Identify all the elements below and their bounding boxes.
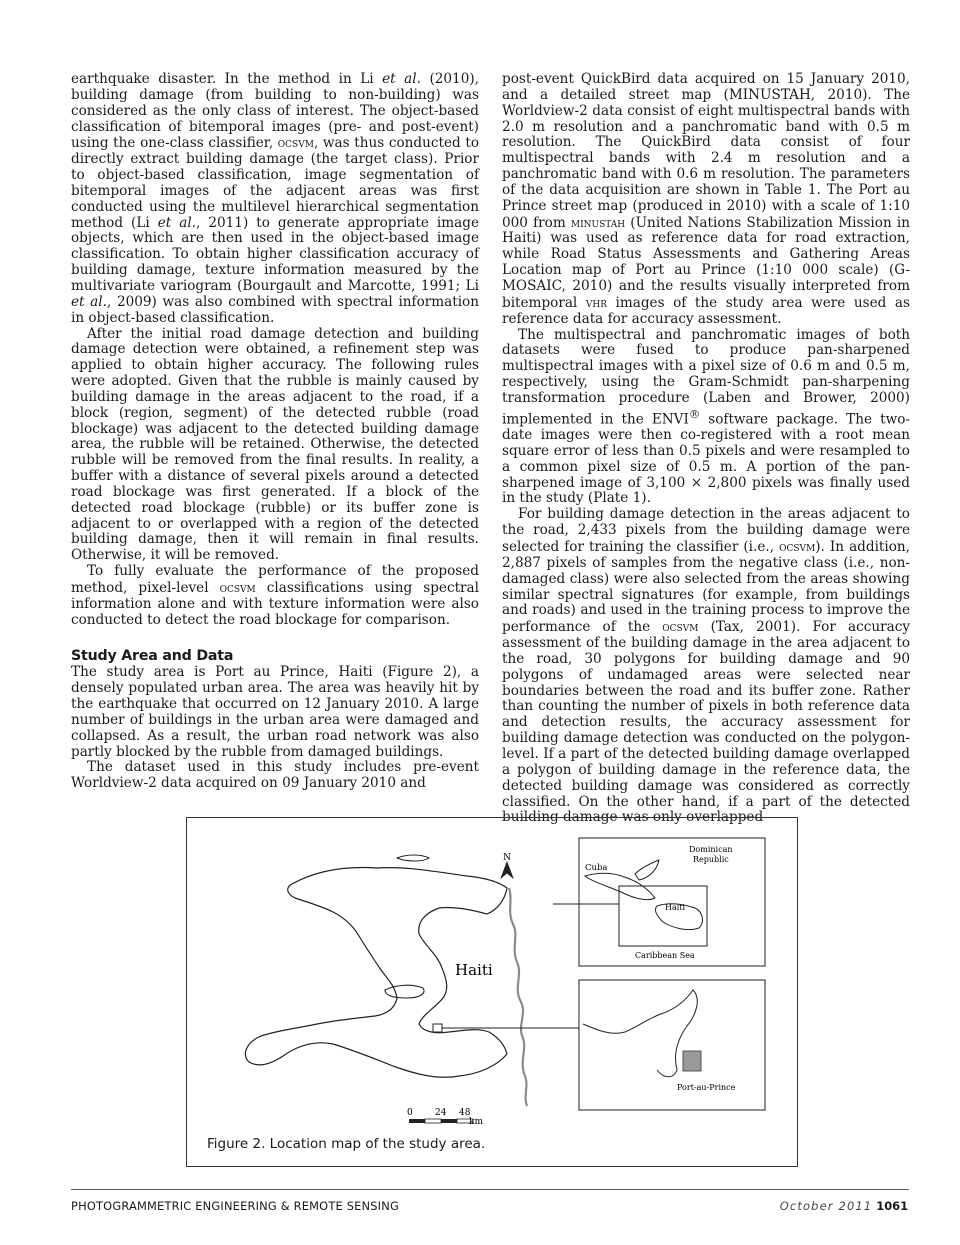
paragraph-refinement-step: After the initial road damage detection and building damage detection were obtained, a refinement step was applied to obtain higher accuracy. The following rules were adopted. Given that the rubble is mainly caused by building damage in the areas adjacent to the road, if a block (region, segment) of the detected rubble (road blockage) was adjacent to the detected building damage area, the rubble will be retained. Otherwise, the detected rubble will be removed from the final results. In reality, a buffer with a distance of several pixels around a detected road blockage was first generated. If a block of the detected road blockage (rubble) or its buffer zone is adjacent to or overlapped with a region of the detected building damage, then it will remain in final results. Otherwise, it will be removed. [71,325,479,564]
journal-name: PHOTOGRAMMETRIC ENGINEERING & REMOTE SENSING [71,1199,399,1213]
paragraph-earthquake-method: earthquake disaster. In the method in Li et al. (2010), building damage (from building to non-building) was considered as the only class of interest. The object-based classification of bitemporal images (pre- and post-event) using the one-class classifier, ocsvm, was thus conducted to directly extract building damage (the target class). Prior to object-based classification, image segmentation of bitemporal images of the adjacent areas was first conducted using the multilevel hierarchical segmentation method (Li et al., 2011) to generate appropriate image objects, which are then used in the object-based image classification. To obtain higher classification accuracy of building damage, texture information measured by the multivariate variogram (Bourgault and Marcotte, 1991; Li et al., 2009) was also combined with spectral information in object-based classification. [71,71,480,326]
tortuga-island [397,855,429,861]
svg-text:24: 24 [435,1108,447,1118]
inset-caribbean [553,838,765,966]
svg-text:km: km [469,1117,483,1127]
scale-bar [407,1108,483,1127]
dominican-label-2: Republic [693,855,729,864]
footer-rule [71,1189,909,1190]
port-au-prince-label: Port-au-Prince [677,1083,736,1092]
caribbean-sea-label: Caribbean Sea [635,951,695,960]
paragraph-dataset: The dataset used in this study includes pre-event Worldview-2 data acquired on 09 January 2010 and [71,759,479,792]
paragraph-study-area: The study area is Port au Prince, Haiti (Figure 2), a densely populated urban area. The area was heavily hit by the earthquake that occurred on 12 January 2010. A large number of buildings in the urban area were damaged and collapsed. As a result, the urban road network was also partly blocked by the rubble from damaged buildings. [71,664,479,760]
paragraph-pan-sharpening: The multispectral and panchromatic images of both datasets were fused to produce pan-sharpened multispectral images with a pixel size of 0.6 m and 0.5 m, respectively, using the Gram-Schmidt pan-sharpening transformation procedure (Laben and Brower, 2000) implemented in the ENVI® software package. The two-date images were then co-registered with a root mean square error of less than 0.5 pixels and were resampled to a common pixel size of 0.5 m. A portion of the pan-sharpened image of 3,100 × 2,800 pixels was finally used in the study (Plate 1). [502,326,910,507]
dominican-label-1: Dominican [689,845,733,854]
paragraph-building-damage-detection: For building damage detection in the areas adjacent to the road, 2,433 pixels from the building damage were selected for training the classifier (i.e., ocsvm). In addition, 2,887 pixels of samples from the negative class (i.e., non-damaged class) were also selected from the areas showing similar spectral signatures (for example, from buildings and roads) and used in the training process to improve the performance of the ocsvm (Tax, 2001). For accuracy assessment of the building damage in the area adjacent to the road, 30 polygons for building damage and 90 polygons of undamaged areas were selected near boundaries between the road and its buffer zone. Rather than counting the number of pixels in both reference data and detection results, the accuracy assessment for building damage detection was conducted on the polygon-level. If a part of the detected building damage overlapped a polygon of building damage in the reference data, the detected building damage was considered as correctly classified. On the other hand, if a part of the detected building damage was only overlapped [502,506,910,826]
figure-location-map [186,817,798,1167]
paragraph-evaluation: To fully evaluate the performance of the proposed method, pixel-level ocsvm classifications using spectral information alone and with texture information were also conducted to detect the road blockage for comparison. [71,563,480,628]
location-map-graphic [187,818,796,1165]
left-column [71,72,479,792]
page-number: 1061 [876,1199,908,1213]
page-info [780,1199,908,1213]
svg-text:N: N [503,853,511,863]
study-area-marker [433,1024,442,1032]
haiti-inset-label: Haiti [665,903,686,912]
cuba-label: Cuba [585,863,608,873]
north-arrow-icon [501,853,513,878]
paragraph-data-description: post-event QuickBird data acquired on 15 January 2010, and a detailed street map (MINUSTAH, 2010). The Worldview-2 data consist of eight multispectral bands with 2.0 m resolution and a panchromatic band with 0.5 m resolution. The QuickBird data consist of four multispectral bands with 2.4 m resolution and a panchromatic band with 0.6 m resolution. The parameters of the data acquisition are shown in Table 1. The Port au Prince street map (produced in 2010) with a scale of 1:10 000 from minustah (United Nations Stabilization Mission in Haiti) was used as reference data for road extraction, while Road Status Assessments and Gathering Areas Location map of Port au Prince (1:10 000 scale) (G-MOSAIC, 2010) and the results visually interpreted from bitemporal vhr images of the study area were used as reference data for accuracy assessment. [502,71,910,327]
inset-port-au-prince [579,980,765,1110]
svg-text:0: 0 [407,1108,413,1118]
svg-text:48: 48 [459,1108,471,1118]
haiti-label: Haiti [455,961,493,979]
study-area-highlight [683,1051,701,1071]
haiti-dr-border [509,888,527,1106]
figure-caption: Figure 2. Location map of the study area. [207,1136,486,1152]
issue-date: October 2011 [779,1199,873,1213]
right-column [502,72,910,826]
section-heading-study-area: Study Area and Data [71,647,234,664]
gonave-island [385,985,424,998]
